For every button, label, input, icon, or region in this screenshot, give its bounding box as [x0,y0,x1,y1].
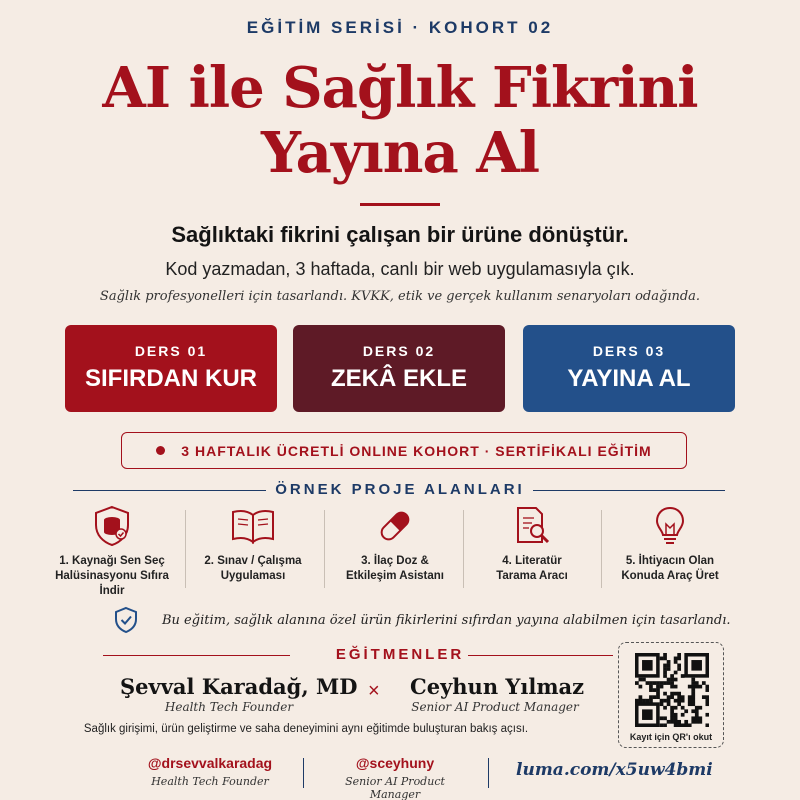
instructors-perspective: Sağlık girişimi, ürün geliştirme ve saha deneyimini aynı eğitimde buluşturan bakış açısı. [83,723,529,735]
instructor-2-name: Ceyhun Yılmaz [410,674,585,699]
instructor-2-role: Senior AI Product Manager [411,700,579,714]
instructor-separator: × [368,680,380,702]
area-label-line2: Tarama Aracı [496,570,568,582]
instructor-1-handle-role: Health Tech Founder [151,775,269,788]
footer-divider [488,758,489,788]
area-label-line1: 2. Sınav / Çalışma [204,555,302,567]
area-label-line2: Uygulaması [220,570,286,582]
qr-caption: Kayıt için QR'ı okut [629,732,713,742]
area-divider [463,510,464,588]
project-area-4 [467,500,597,600]
subline: Kod yazmadan, 3 haftada, canlı bir web uygulamasıyla çık. [165,259,635,279]
project-area-5 [605,500,735,600]
lesson-number: DERS 02 [362,343,436,359]
tagline: Sağlık profesyonelleri için tasarlandı. KVKK, etik ve gerçek kullanım senaryoları odağında. [99,289,701,304]
project-area-1 [47,500,177,600]
shield-database-icon [90,504,134,548]
area-label-line2: Etkileşim Asistanı [345,570,444,582]
cohort-banner [121,432,687,469]
area-label-line2: Konuda Araç Üret [621,570,719,582]
lightbulb-icon [648,504,692,548]
instructors-rule-right [468,655,613,656]
lesson-name: ZEKÂ EKLE [330,365,467,392]
footer-divider [303,758,304,788]
headline: Sağlıktaki fikrini çalışan bir ürüne dönüştür. [171,222,629,247]
area-divider [185,510,186,588]
pill-capsule-icon [373,504,417,548]
series-eyebrow: EĞİTİM SERİSİ · KOHORT 02 [246,18,554,37]
instructor-1-handle-link[interactable]: @drsevvalkaradag [147,755,273,771]
cohort-banner-text: 3 HAFTALIK ÜCRETLİ ONLINE KOHORT · SERTİFİKALI EĞİTİM [181,442,652,459]
lesson-card-3 [523,325,735,412]
qr-code-card[interactable] [618,642,724,748]
area-label-line1: 3. İlaç Doz & [361,555,429,567]
registration-url-link[interactable]: luma.com/x5uw4bmi [516,760,713,780]
lesson-number: DERS 03 [592,343,666,359]
lesson-name: YAYINA AL [567,365,691,392]
project-area-2 [188,500,318,600]
lesson-card-2 [293,325,505,412]
areas-section-title: ÖRNEK PROJE ALANLARI [275,481,525,498]
course-note: Bu eğitim, sağlık alanına özel ürün fikirlerini sıfırdan yayına alabilmen için tasarlandı. [162,613,731,628]
instructor-2-handle-role: Senior AI Product Manager [345,775,445,800]
shield-check-icon [114,606,138,634]
bullet-dot-icon [156,446,165,455]
area-label-line2: Halüsinasyonu Sıfıra İndir [55,570,169,597]
instructors-section-title: EĞİTMENLER [335,646,465,663]
title-underline [360,203,440,206]
lesson-name: SIFIRDAN KUR [85,365,257,392]
qr-code-icon [635,653,709,727]
section-rule-right [533,490,725,491]
open-book-icon [229,504,277,548]
main-title-line1: AI ile Sağlık Fikrini [102,55,698,121]
area-label-line1: 1. Kaynağı Sen Seç [59,555,165,567]
lesson-card-1 [65,325,277,412]
main-title-line2: Yayına Al [261,120,539,186]
area-divider [324,510,325,588]
instructor-1-name: Şevval Karadağ, MD [120,674,358,699]
instructor-2-handle-link[interactable]: @sceyhuny [355,755,435,771]
project-area-3 [330,500,460,600]
instructor-1-role: Health Tech Founder [164,700,294,714]
lesson-number: DERS 01 [134,343,208,359]
area-label-line1: 5. İhtiyacın Olan [625,555,715,567]
area-divider [601,510,602,588]
document-search-icon [510,504,554,548]
area-label-line1: 4. Literatür [502,555,562,567]
